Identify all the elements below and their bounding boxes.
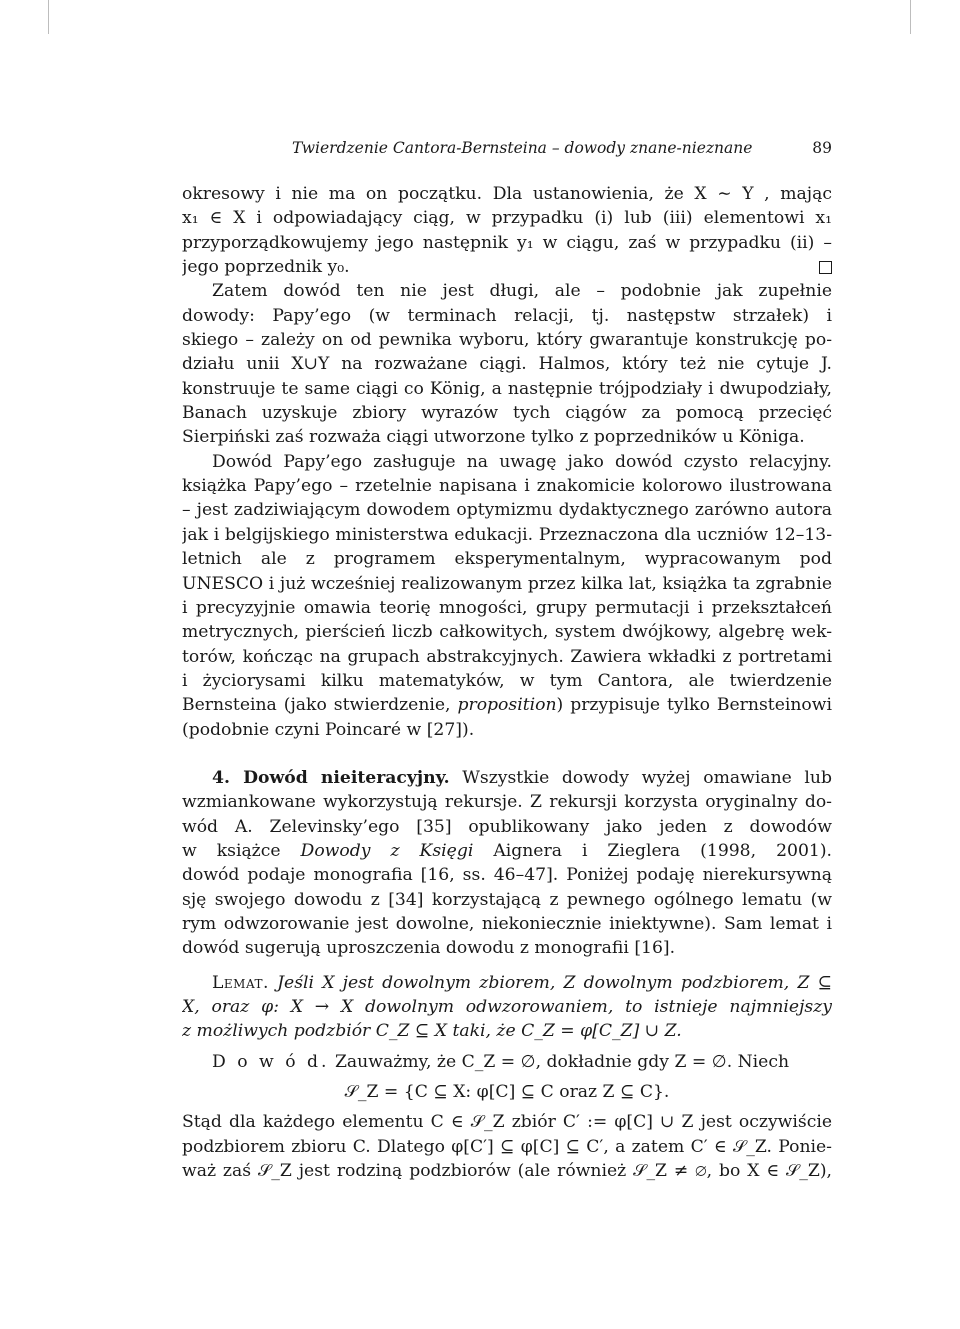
text-fragment: Wszystkie dowody wyżej omawiane lub [462,767,832,788]
text-line: rym odwzorowanie jest dowolne, niekoniecznie iniektywne). Sam lemat i [182,913,832,934]
text-line: dowód sugerują uproszczenia dowodu z monografii [16]. [182,938,676,959]
text-line [182,995,832,1019]
text-line: – jest zadziwiającym dowodem optymizmu dydaktycznego zarówno autora [182,500,832,521]
crop-mark-left [48,0,49,34]
text-line: dowody: Papy’ego (w terminach relacji, tj. następstw strzałek) i [182,305,832,326]
text-line: wzmiankowane wykorzystują rekursje. Z rekursji korzysta oryginalny do- [182,792,832,813]
display-equation: 𝒮_Z = {C ⊆ X: φ[C] ⊆ C oraz Z ⊆ C}. [344,1082,670,1103]
text-line: dowód podaje monografia [16, ss. 46–47]. Poniżej podaję nierekursywną [182,865,832,886]
text-fragment: Zauważmy, że C_Z = ∅, dokładnie gdy Z = ∅. Niech [334,1051,790,1072]
text-line [182,839,832,863]
text-fragment: Bernsteina (jako stwierdzenie, [182,695,451,716]
text-line: książka Papy’ego – rzetelnie napisana i znakomicie kolorowo ilustrowana [182,476,832,497]
text-line: Sierpiński zaś rozważa ciągi utworzone tylko z poprzedników u Königa. [182,427,805,448]
text-line [182,1050,832,1074]
text-line: wód A. Zelevinsky’ego [35] opublikowany jako jeden z dowodów [182,816,832,837]
text-line: podzbiorem zbioru C. Dlatego φ[C′] ⊆ φ[C] ⊆ C′, a zatem C′ ∈ 𝒮_Z. Ponie- [182,1136,832,1157]
page-number: 89 [812,139,832,157]
text-line: okresowy i nie ma on początku. Dla ustanowienia, że X ∼ Y , mając [182,184,832,204]
text-line [182,766,832,790]
page-body [182,182,832,1183]
qed-square-icon [819,261,832,274]
text-line: i życiorysami kilku matematyków, w tym Cantora, ale twierdzenie [182,670,832,691]
section-heading: 4. Dowód nieiteracyjny. [212,767,450,788]
text-line: działu unii X∪Y na rozważane ciągi. Halmos, który też nie cytuje J. [182,354,832,375]
text-line [182,693,832,717]
text-line [182,971,832,995]
text-fragment: ) przypisuje tylko Bernsteinowi [556,695,832,716]
running-header [182,139,832,161]
lemma-text: z możliwych podzbiór C_Z ⊆ X taki, że C_Z = φ[C_Z] ∪ Z. [182,1021,682,1042]
text-line: x₁ ∈ X i odpowiadający ciąg, w przypadku (i) lub (iii) elementowi x₁ [182,208,832,229]
text-line [182,255,832,279]
text-line: waż zaś 𝒮_Z jest rodziną podzbiorów (ale również 𝒮_Z ≠ ∅, bo X ∈ 𝒮_Z), [182,1161,832,1182]
text-line: (podobnie czyni Poincaré w [27]). [182,719,475,740]
text-line: Zatem dowód ten nie jest długi, ale – podobnie jak zupełnie [212,281,832,302]
text-line: przyporządkowujemy jego następnik y₁ w ciągu, zaś w przypadku (ii) – [182,232,832,253]
text-line: sję swojego dowodu z [34] korzystającą z pewnego ogólnego lematu (w [182,889,832,910]
text-line: UNESCO i już wcześniej realizowanym przez kilka lat, książka ta zgrabnie [182,573,832,594]
crop-mark-right [910,0,911,34]
text-line [182,1019,832,1043]
lemma-text: X, oraz φ: X → X dowolnym odwzorowaniem, to istnieje najmniejszy [182,997,832,1017]
italic-title: Dowody z Księgi [300,840,474,861]
text-fragment: w książce [182,840,281,861]
italic-term: proposition [457,695,557,716]
lemma-label: Lemat. [212,972,269,993]
text-line: Dowód Papy’ego zasługuje na uwagę jako dowód czysto relacyjny. [212,451,832,472]
text-line: skiego – zależy on od pewnika wyboru, który gwarantuje konstrukcję po- [182,330,832,351]
text-line: torów, kończąc na grupach abstrakcyjnych. Zawiera wkładki z portretami [182,646,832,667]
text-line: Banach uzyskuje zbiory wyrazów tych ciągów za pomocą przecięć [182,403,832,424]
text-fragment: Aignera i Zieglera (1998, 2001). [493,840,832,861]
text-line: metrycznych, pierścień liczb całkowitych, system dwójkowy, algebrę wek- [182,622,832,643]
text-line: letnich ale z programem eksperymentalnym, wypracowanym pod [182,549,832,570]
text-line: konstruuje te same ciągi co König, a następnie trójpodziały i dwupodziały, [182,378,832,399]
text-line: i precyzyjnie omawia teorię mnogości, grupy permutacji i przekształceń [182,597,832,618]
lemma-text: Jeśli X jest dowolnym zbiorem, Z dowolnym podzbiorem, Z ⊆ [277,972,832,993]
text-line: Stąd dla każdego elementu C ∈ 𝒮_Z zbiór C′ := φ[C] ∪ Z jest oczywiście [182,1112,832,1133]
running-title: Twierdzenie Cantora-Bernsteina – dowody znane-nieznane [292,139,753,157]
text-line: jak i belgijskiego ministerstwa edukacji. Przeznaczona dla uczniów 12–13- [182,524,832,545]
text-fragment: jego poprzednik y₀. [182,257,350,278]
proof-label: D o w ó d. [212,1051,330,1072]
